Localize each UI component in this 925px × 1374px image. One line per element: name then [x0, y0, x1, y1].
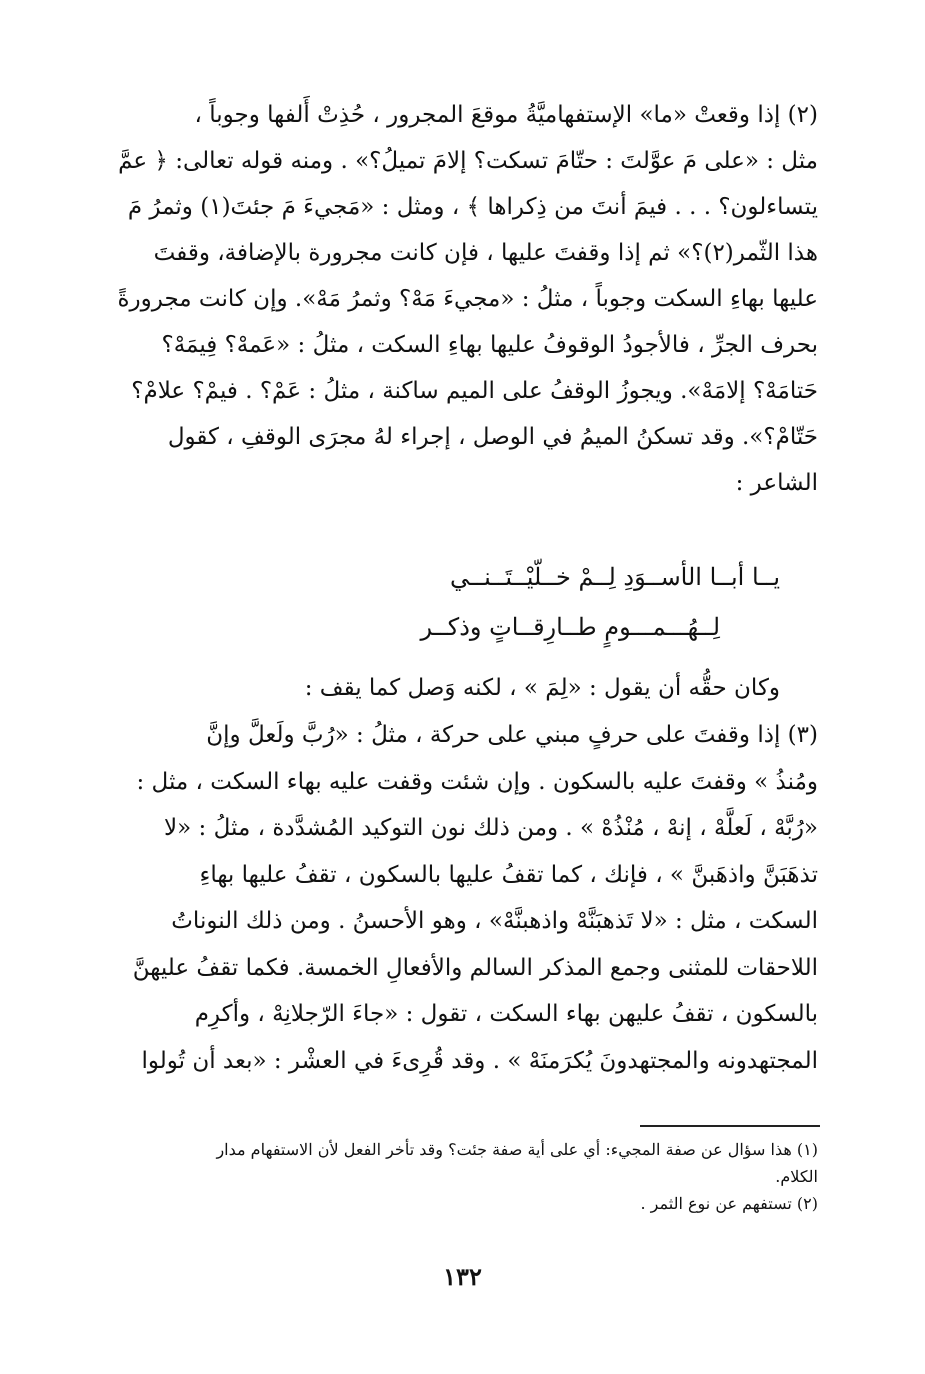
footnote-separator [640, 1125, 820, 1127]
text-line: حَتّامْ؟». وقد تسكنُ الميمُ في الوصل ، إجراء لهُ مجرَى الوقفِ ، كقول [167, 424, 818, 450]
text-line: «رُبَّهْ ، لَعلَّهْ ، إنهْ ، مُنْذُهْ » . ومن ذلك نون التوكيد المُشدَّدة ، مثلُ : «لا [164, 815, 818, 841]
text-line: السكت ، مثل : «لا تَذهبَنَّهْ واذهبنَّهْ» ، وهو الأحسنُ . ومن ذلك النوناتُ [171, 908, 818, 934]
section-2-paragraph [100, 92, 818, 506]
page-number: ١٣٢ [443, 1262, 482, 1291]
text-line: بالسكون ، تقفُ عليهن بهاء السكت ، تقول : «جاءَ الرّجلانِهْ ، وأكرِم [194, 1001, 818, 1027]
text-line: المجتهدونه والمجتهدونَ يُكرَمنَهْ » . وقد قُرِىءَ في العشْر : «بعد أن تُولوا [141, 1047, 818, 1074]
footnotes [100, 1136, 818, 1217]
text-line: يتساءلون؟ . . . فيمَ أنتَ من ذِكراها ﴾ ، ومثل : «مَجيءَ مَ جئتَ(١) وثمرُ مَ [127, 194, 818, 220]
after-poem-text: وكان حقُّه أن يقول : «لِمَ » ، لكنه وَصل كما يقف : [304, 675, 780, 701]
footnote-1-continuation: الكلام. [775, 1167, 818, 1186]
text-line: هذا الثّمر(٢)؟» ثم إذا وقفتَ عليها ، فإن كانت مجرورة بالإضافة، وقفتَ [153, 240, 818, 266]
section-3-paragraph [100, 712, 818, 1084]
poem-line-2: لِــهُـــمـــومٍ طــارِقــاتٍ وذكــر [420, 613, 720, 641]
poem-verse [150, 552, 780, 652]
text-line: ومُنذُ » وقفتَ عليه بالسكون . وإن شئت وقفت عليه بهاء السكت ، مثل : [136, 768, 818, 795]
footnote-2: (٢) تستفهم عن نوع الثمر . [640, 1194, 818, 1213]
footnote-1: (١) هذا سؤال عن صفة المجيء: أي على أية صفة جئت؟ وقد تأخر الفعل لأن الاستفهام مدار [216, 1140, 818, 1159]
text-line: (٣) إذا وقفتَ على حرفٍ مبني على حركة ، مثلُ : «رُبَّ ولَعلَّ وإنَّ [206, 722, 818, 748]
text-line: بحرف الجرِّ ، فالأجودُ الوقوفُ عليها بهاءِ السكت ، مثلُ : «عَمهْ؟ فِيمَهْ؟ [161, 332, 818, 358]
text-line: مثل : «على مَ عوَّلتَ : حتّامَ تسكت؟ إلامَ تميلُ؟» . ومنه قوله تعالى: ﴿ عمَّ [118, 148, 818, 174]
text-line: اللاحقات للمثنى وجمع المذكر السالم والأفعالِ الخمسة. فكما تقفُ عليهنَّ [132, 954, 818, 981]
text-line: حَتامَهْ؟ إلامَهْ». ويجوزُ الوقفُ على الميم ساكنة ، مثلُ : عَمْ؟ . فيمْ؟ علامْ؟ [131, 378, 818, 404]
poem-line-1: يــا أبــا الأســوَدِ لِــمْ خــلّيْــتَــنــي [450, 563, 780, 591]
text-line: تذهَبَنَّ واذهَبنَّ » ، فإنك ، كما تقفُ عليها بالسكون ، تقفُ عليها بهاءِ [199, 861, 818, 888]
text-line: عليها بهاءِ السكت وجوباً ، مثلُ : «مجيءَ مَهْ؟ وثمرُ مَهْ». وإن كانت مجرورةً [117, 286, 818, 312]
text-line: (٢) إذا وقعتْ «ما» الإستفهاميَّةُ موقعَ المجرور ، حُذِتْ أَلفها وجوباً ، [194, 102, 818, 128]
text-line: الشاعر : [735, 470, 818, 496]
